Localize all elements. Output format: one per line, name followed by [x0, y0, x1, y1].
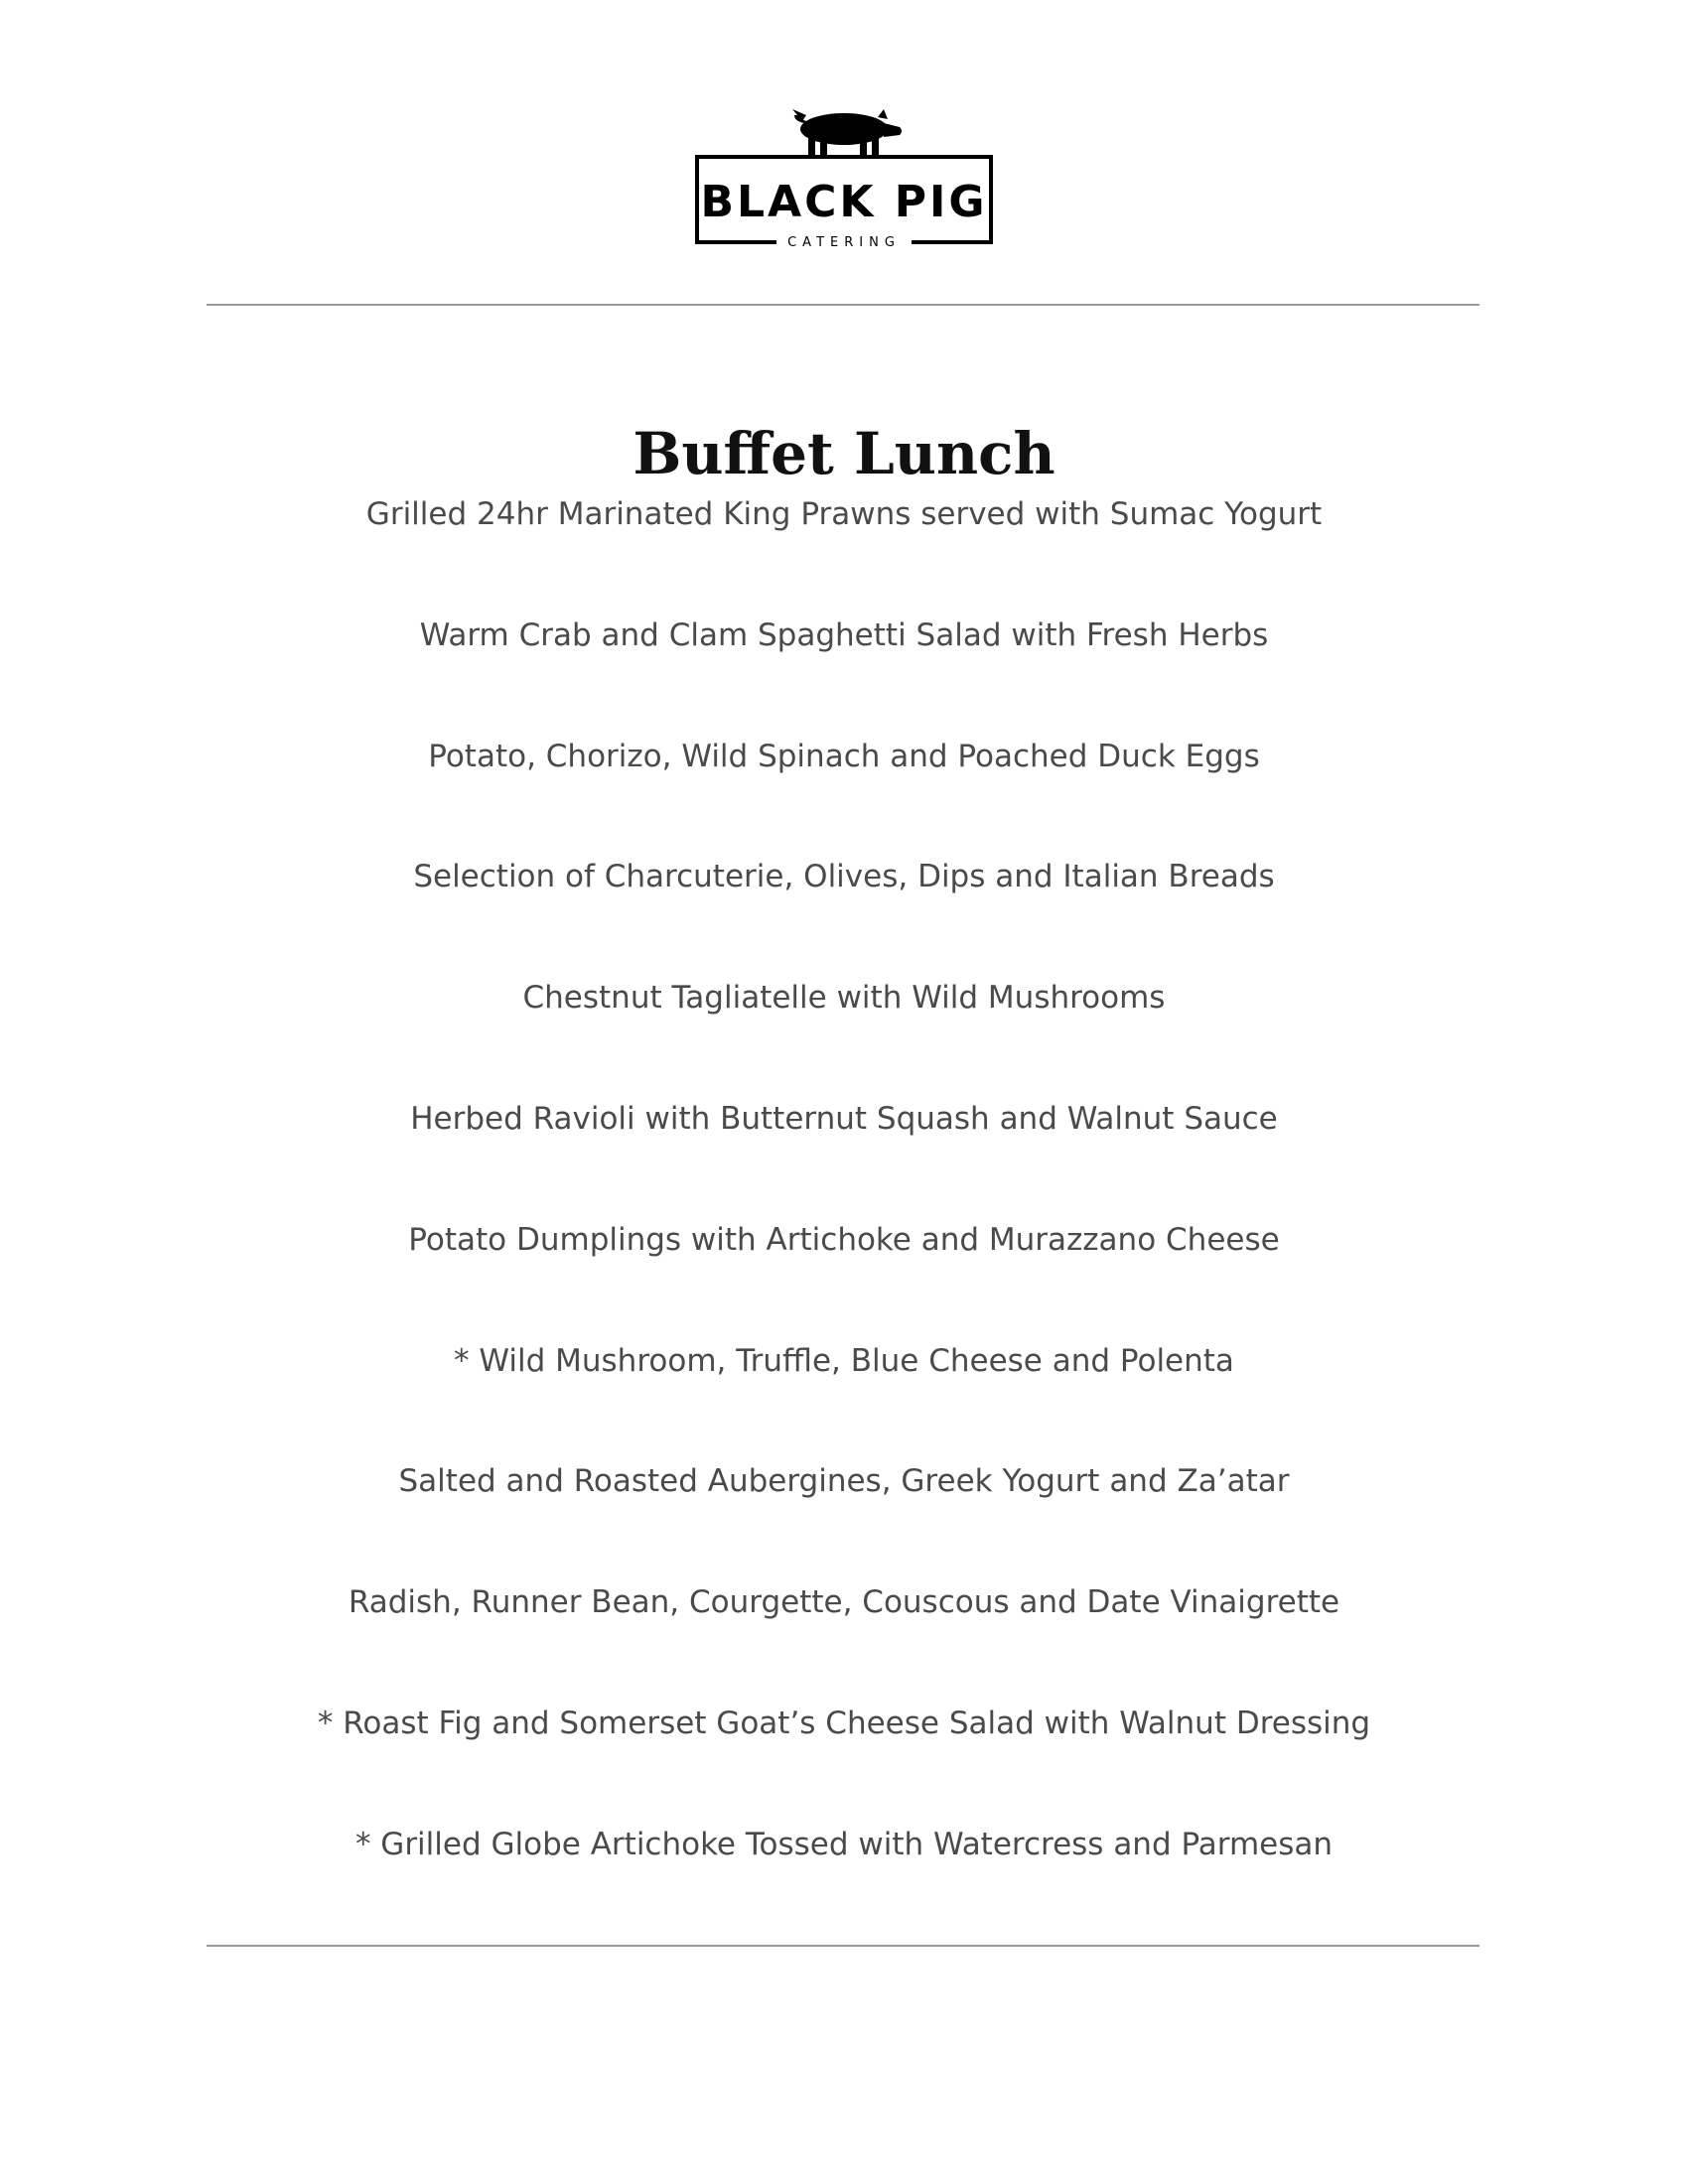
page-title: Buffet Lunch: [633, 419, 1055, 487]
menu-item: * Grilled Globe Artichoke Tossed with Watercress and Parmesan: [354, 1826, 1334, 1862]
menu-item: Salted and Roasted Aubergines, Greek Yogurt and Za’atar: [398, 1463, 1290, 1500]
menu-item: * Roast Fig and Somerset Goat’s Cheese Salad with Walnut Dressing: [317, 1705, 1371, 1741]
pig-icon: [792, 109, 902, 155]
logo-wordmark: [695, 157, 993, 248]
brand-name: BLACK PIG: [700, 177, 988, 227]
menu-item: Radish, Runner Bean, Courgette, Couscous and Date Vinaigrette: [348, 1584, 1340, 1621]
menu-item: Potato Dumplings with Artichoke and Murazzano Cheese: [408, 1221, 1280, 1258]
brand-logo: [695, 107, 993, 251]
menu-item: * Wild Mushroom, Truffle, Blue Cheese and Polenta: [454, 1342, 1234, 1379]
menu-item: Chestnut Tagliatelle with Wild Mushrooms: [522, 980, 1166, 1017]
brand-subtitle: CATERING: [787, 235, 901, 250]
menu-item: Selection of Charcuterie, Olives, Dips and Italian Breads: [413, 859, 1275, 895]
bottom-divider: [207, 1945, 1479, 1947]
top-divider: [207, 304, 1479, 306]
menu-list: [0, 486, 1688, 1938]
menu-item: Potato, Chorizo, Wild Spinach and Poached Duck Eggs: [428, 738, 1260, 774]
menu-item: Grilled 24hr Marinated King Prawns served with Sumac Yogurt: [365, 496, 1323, 532]
menu-item: Herbed Ravioli with Butternut Squash and Walnut Sauce: [410, 1100, 1278, 1137]
menu-item: Warm Crab and Clam Spaghetti Salad with Fresh Herbs: [419, 616, 1269, 653]
